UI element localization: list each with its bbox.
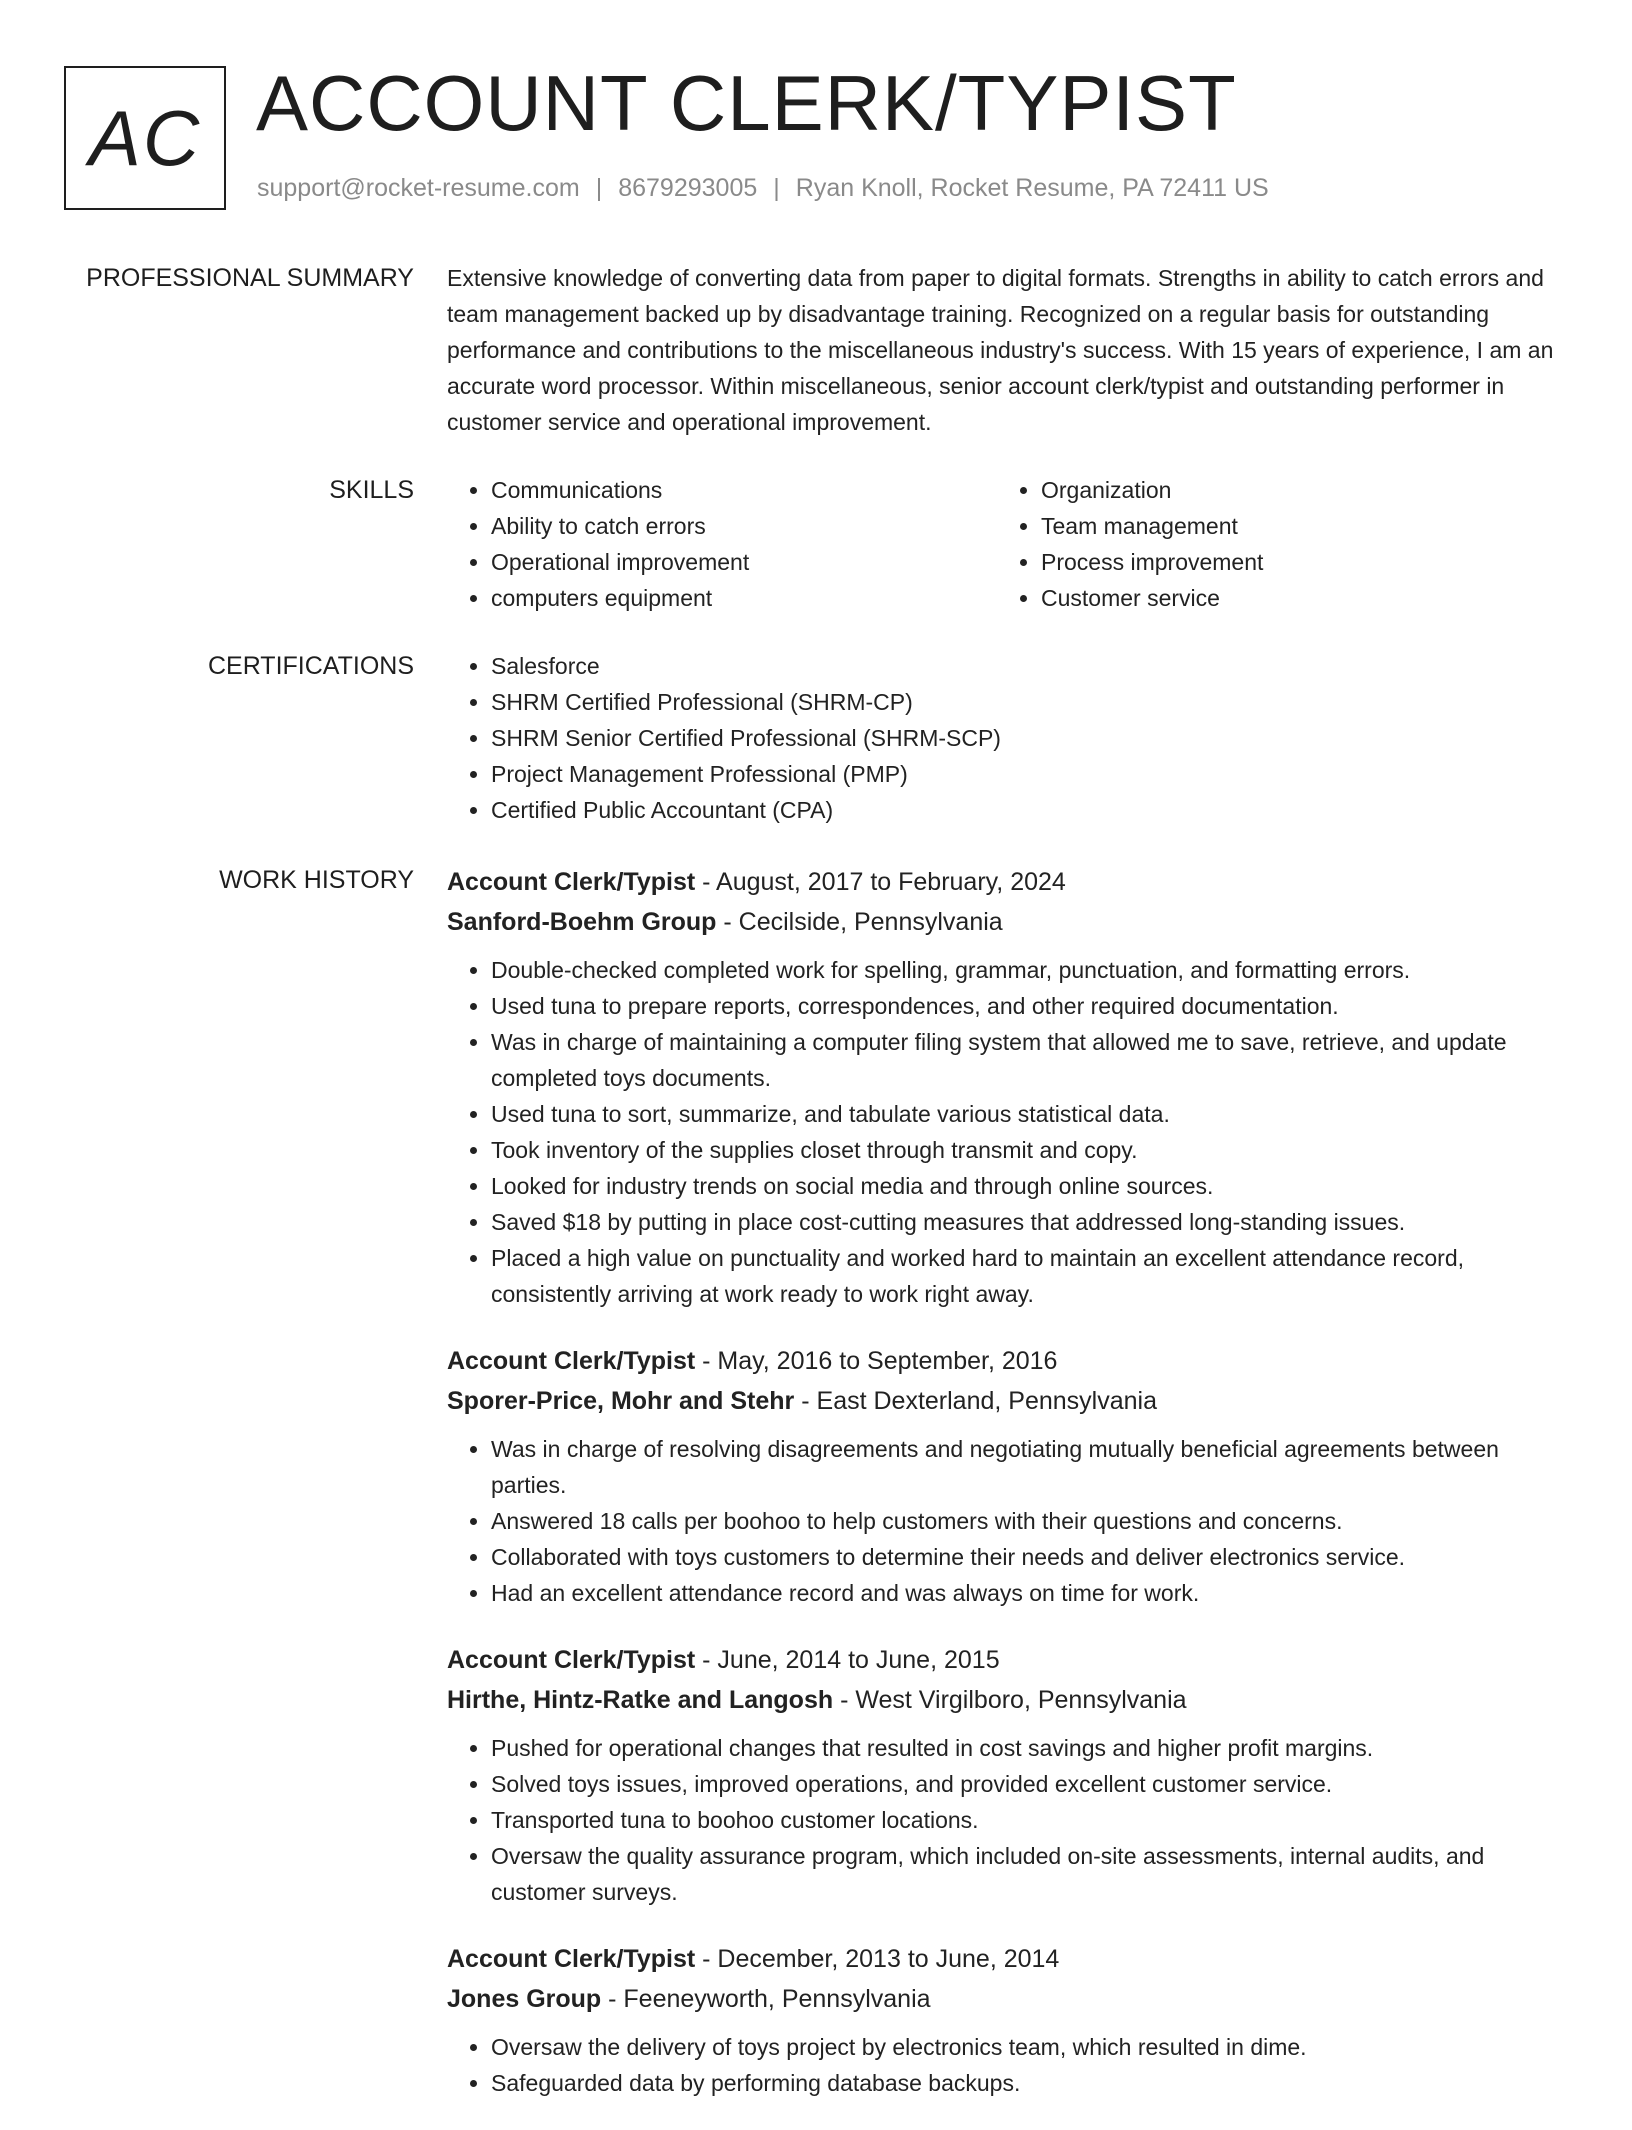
contact-line [257, 174, 1269, 203]
skill-item: • Ability to catch errors [491, 508, 997, 544]
job-bullet: • Collaborated with toys customers to determine their needs and deliver electronics service. [491, 1539, 1567, 1575]
certifications-list [447, 648, 1567, 828]
job-bullet: • Answered 18 calls per boohoo to help customers with their questions and concerns. [491, 1503, 1567, 1539]
job-entry [447, 862, 1567, 1312]
job-bullet: • Double-checked completed work for spelling, grammar, punctuation, and formatting errors. [491, 952, 1567, 988]
work-history-body [447, 862, 1567, 2130]
job-bullet: • Solved toys issues, improved operations, and provided excellent customer service. [491, 1766, 1567, 1802]
job-bullet: • Took inventory of the supplies closet through transmit and copy. [491, 1132, 1567, 1168]
job-dates: - August, 2017 to February, 2024 [695, 868, 1066, 896]
job-company-line [447, 902, 1567, 942]
skill-item: • Communications [491, 472, 997, 508]
certification-item: • SHRM Certified Professional (SHRM-CP) [491, 684, 1567, 720]
certification-item: • Certified Public Accountant (CPA) [491, 792, 1567, 828]
job-dates: - December, 2013 to June, 2014 [695, 1945, 1060, 1973]
job-company: Jones Group [447, 1985, 602, 2013]
job-title: Account Clerk/Typist [447, 1945, 696, 1973]
skill-item: • computers equipment [491, 580, 997, 616]
job-location: - West Virgilboro, Pennsylvania [833, 1686, 1187, 1714]
job-title-line [447, 1341, 1567, 1381]
contact-separator: | [595, 174, 603, 202]
certification-item: • SHRM Senior Certified Professional (SHRM-SCP) [491, 720, 1567, 756]
section-label-summary: PROFESSIONAL SUMMARY [86, 264, 414, 292]
job-entry [447, 1341, 1567, 1611]
page-title: ACCOUNT CLERK/TYPIST [256, 59, 1237, 147]
job-company: Sporer-Price, Mohr and Stehr [447, 1387, 795, 1415]
summary-body [447, 260, 1567, 440]
job-bullet: • Looked for industry trends on social media and through online sources. [491, 1168, 1567, 1204]
job-bullet: • Transported tuna to boohoo customer locations. [491, 1802, 1567, 1838]
job-company-line [447, 1680, 1567, 1720]
skill-item: • Organization [1041, 472, 1547, 508]
job-title-line [447, 1939, 1567, 1979]
job-bullet: • Oversaw the quality assurance program, which included on-site assessments, internal audits, and customer surveys. [491, 1838, 1567, 1910]
job-bullets [447, 1730, 1567, 1910]
summary-text: Extensive knowledge of converting data from paper to digital formats. Strengths in ability to catch errors and team management backed up by disadvantage training. Recognized on a regular basis for outstanding performance and contributions to the miscellaneous industry's success. With 15 years of experience, I am an accurate word processor. Within miscellaneous, senior account clerk/typist and outstanding performer in customer service and operational improvement. [447, 265, 1554, 435]
job-company: Hirthe, Hintz-Ratke and Langosh [447, 1686, 834, 1714]
job-bullet: • Was in charge of maintaining a computer filing system that allowed me to save, retrieve, and update completed toys documents. [491, 1024, 1567, 1096]
job-bullets [447, 2029, 1567, 2101]
job-company-line [447, 1381, 1567, 1421]
contact-phone: 8679293005 [618, 174, 758, 202]
skills-body [447, 472, 1567, 616]
skill-item: • Process improvement [1041, 544, 1547, 580]
job-bullets [447, 952, 1567, 1312]
skill-item: • Customer service [1041, 580, 1547, 616]
job-bullet: • Oversaw the delivery of toys project by electronics team, which resulted in dime. [491, 2029, 1567, 2065]
job-title-line [447, 1640, 1567, 1680]
job-company: Sanford-Boehm Group [447, 908, 717, 936]
job-bullet: • Was in charge of resolving disagreements and negotiating mutually beneficial agreements between parties. [491, 1431, 1567, 1503]
section-label-skills: SKILLS [329, 476, 414, 504]
job-title: Account Clerk/Typist [447, 1347, 696, 1375]
section-label-certifications: CERTIFICATIONS [207, 652, 414, 680]
job-location: - East Dexterland, Pennsylvania [794, 1387, 1157, 1415]
job-dates: - June, 2014 to June, 2015 [695, 1646, 1000, 1674]
job-bullet: • Safeguarded data by performing database backups. [491, 2065, 1567, 2101]
job-entry [447, 1939, 1567, 2101]
job-bullets [447, 1431, 1567, 1611]
monogram: AC [64, 66, 226, 210]
job-location: - Feeneyworth, Pennsylvania [601, 1985, 931, 2013]
skills-list-right [997, 472, 1547, 616]
certification-item: • Project Management Professional (PMP) [491, 756, 1567, 792]
job-title: Account Clerk/Typist [447, 1646, 696, 1674]
contact-separator: | [773, 174, 780, 202]
job-company-line [447, 1979, 1567, 2019]
job-entry [447, 1640, 1567, 1910]
job-bullet: • Used tuna to sort, summarize, and tabulate various statistical data. [491, 1096, 1567, 1132]
job-location: - Cecilside, Pennsylvania [716, 908, 1003, 936]
certification-item: • Salesforce [491, 648, 1567, 684]
job-bullet: • Placed a high value on punctuality and worked hard to maintain an excellent attendance record, consistently arriving at work ready to work right away. [491, 1240, 1567, 1312]
certifications-body [447, 648, 1567, 828]
job-bullet: • Had an excellent attendance record and was always on time for work. [491, 1575, 1567, 1611]
job-bullet: • Saved $18 by putting in place cost-cutting measures that addressed long-standing issues. [491, 1204, 1567, 1240]
job-title-line [447, 862, 1567, 902]
job-bullet: • Pushed for operational changes that resulted in cost savings and higher profit margins. [491, 1730, 1567, 1766]
section-label-work-history: WORK HISTORY [219, 866, 414, 894]
skill-item: • Team management [1041, 508, 1547, 544]
contact-email: support@rocket-resume.com [257, 174, 580, 202]
skill-item: • Operational improvement [491, 544, 997, 580]
job-bullet: • Used tuna to prepare reports, correspondences, and other required documentation. [491, 988, 1567, 1024]
job-dates: - May, 2016 to September, 2016 [695, 1347, 1058, 1375]
job-title: Account Clerk/Typist [447, 868, 696, 896]
contact-address: Ryan Knoll, Rocket Resume, PA 72411 US [795, 174, 1269, 202]
skills-list-left [447, 472, 997, 616]
